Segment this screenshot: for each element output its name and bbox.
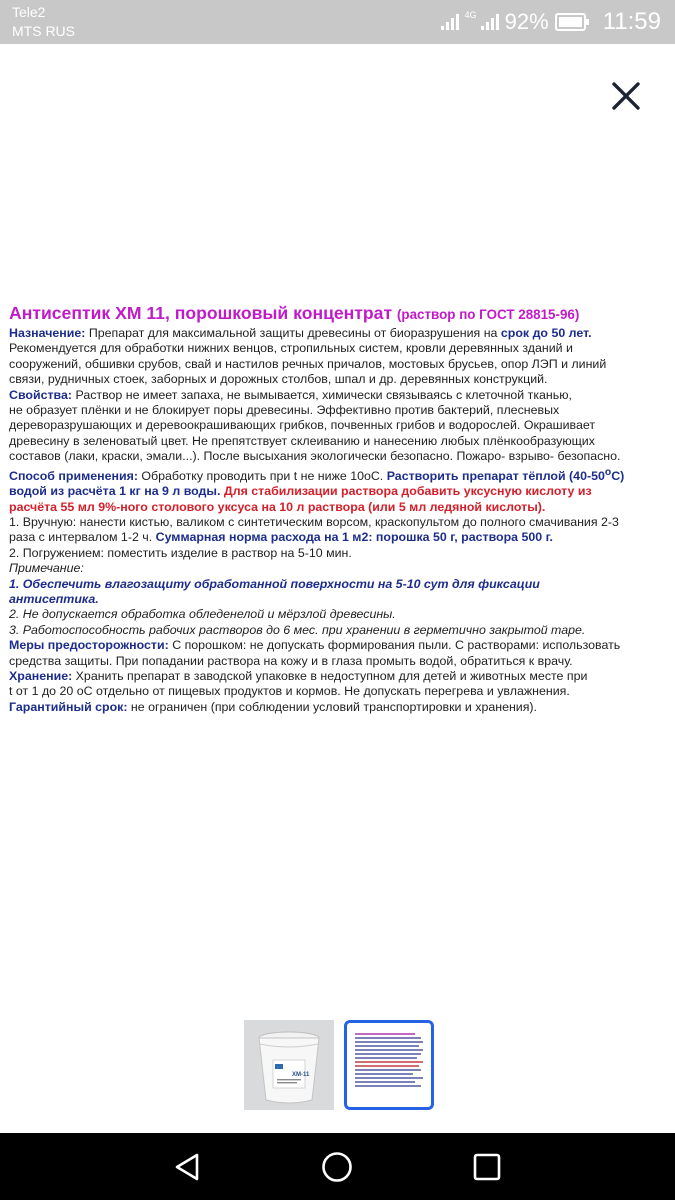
- product-bucket-image: [244, 1020, 334, 1110]
- method-line-2: [9, 484, 665, 499]
- product-image-instruction-sheet: [0, 295, 675, 715]
- battery-percent: 92%: [504, 9, 549, 34]
- instruction-document: [9, 303, 665, 715]
- method-bold-sup: о: [604, 466, 612, 478]
- method-line-3: расчёта 55 мл 9%-ного столового уксуса на 10 л раствора (или 5 мл ледяной кислоты).: [9, 499, 546, 514]
- warranty-line: [9, 700, 665, 715]
- properties-line-3: дереворазрушающих и деревоокрашивающих грибков, почвенных грибов и водорослей. Окрашивает: [9, 418, 596, 433]
- navigation-bar: [0, 1133, 675, 1200]
- thumbnail-product-bucket[interactable]: [244, 1020, 334, 1110]
- storage-label: Хранение:: [9, 669, 73, 684]
- storage-line: [9, 669, 665, 684]
- thumbnail-strip: [244, 1020, 434, 1110]
- properties-line-2: не образует плёнки и не блокирует поры древесины. Эффективно против бактерий, плесневых: [9, 403, 560, 418]
- precautions-first: С порошком: не допускать формирования пыли. С растворами: использовать: [168, 638, 621, 653]
- step-1-line-1: 1. Вручную: нанести кистью, валиком с синтетическим ворсом, краскопультом до полного смачивания 2-3: [9, 515, 619, 529]
- back-icon: [170, 1150, 204, 1184]
- step-1-text: раза с интервалом 1-2 ч.: [9, 530, 156, 545]
- carrier-1: Tele2: [12, 4, 46, 20]
- close-button[interactable]: [604, 74, 648, 118]
- title-gost: (раствор по ГОСТ 28815-96): [396, 307, 580, 322]
- purpose-line: [9, 326, 665, 341]
- precautions-label: Меры предосторожности:: [9, 638, 169, 653]
- method-bold-1: Растворить препарат тёплой (40-50: [386, 468, 605, 483]
- purpose-line-2: Рекомендуется для обработки нижних венцов, стропильных систем, кровли деревянных зданий и: [9, 341, 573, 356]
- network-type-label: 4G: [464, 10, 477, 20]
- purpose-line-3: сооружений, обшивки срубов, свай и настилов речных причалов, мостовых брусьев, опор ЛЭП и линий: [9, 356, 607, 371]
- back-button[interactable]: [170, 1150, 204, 1184]
- properties-line-4: древесину в зеленоватый цвет. Не препятствует склеиванию и нанесению любых плёнкообразующих: [9, 433, 595, 448]
- storage-line-2: t от 1 до 20 оС отдельно от пищевых продуктов и кормов. Не допускать перегрева и увлажнения.: [9, 684, 570, 699]
- method-label: Способ применения:: [9, 468, 138, 483]
- note-1-line-2: антисептика.: [9, 592, 99, 607]
- precautions-line: [9, 638, 665, 653]
- purpose-text: Препарат для максимальной защиты древесины от биоразрушения на: [85, 326, 501, 340]
- title-text: Антисептик ХМ 11, порошковый концентрат: [9, 303, 393, 323]
- status-bar: [0, 0, 675, 44]
- precautions-line-2: средства защиты. При попадании раствора на кожу и в глаза промыть водой, обратиться к врачу.: [9, 653, 573, 668]
- recents-button[interactable]: [470, 1150, 504, 1184]
- storage-first: Хранить препарат в заводской упаковке в недоступном для детей и животных месте при: [72, 669, 588, 684]
- purpose-line-4: связи, рудничных стоек, заборных и дорожных столбов, шпал и др. деревянных конструкций.: [9, 372, 548, 387]
- step-1-line-2: [9, 530, 665, 545]
- properties-line: [9, 388, 665, 403]
- note-3-line: 3. Работоспособность рабочих растворов до 6 мес. при хранении в герметично закрытой таре.: [9, 622, 586, 637]
- home-icon: [320, 1150, 354, 1184]
- step-1-bold: Суммарная норма расхода на 1 м2: порошка 50 г, раствора 500 г.: [155, 530, 553, 545]
- recents-icon: [470, 1150, 504, 1184]
- instruction-sheet-image: [355, 1033, 423, 1089]
- carrier-2: MTS RUS: [12, 23, 75, 39]
- properties-label: Свойства:: [9, 387, 73, 402]
- home-button[interactable]: [320, 1150, 354, 1184]
- purpose-bold: срок до 50 лет.: [500, 326, 592, 340]
- step-2-line: 2. Погружением: поместить изделие в раствор на 5-10 мин.: [9, 545, 352, 560]
- battery-icon: [555, 13, 589, 31]
- method-line: [9, 465, 665, 485]
- properties-line-5: составов (лаки, краски, эмали...). После высыхания экологически безопасно. Пожаро- взрыво- безопасно.: [9, 449, 621, 464]
- method-line2-blue: водой из расчёта 1 кг на 9 л воды.: [9, 484, 221, 499]
- carrier-info: [12, 3, 75, 41]
- status-indicators: [441, 8, 661, 36]
- properties-first: Раствор не имеет запаха, не вымывается, химически связываясь с клеточной тканью,: [72, 387, 572, 402]
- note-1-line-1: 1. Обеспечить влагозащиту обработанной поверхности на 5-10 сут для фиксации: [9, 576, 540, 591]
- note-2-line: 2. Не допускается обработка обледенелой и мёрзлой древесины.: [9, 607, 396, 622]
- signal-icon-2: [481, 14, 499, 30]
- bucket-label: ХМ-11: [292, 1072, 310, 1078]
- method-bold-2: С): [611, 468, 625, 483]
- thumbnail-instruction-sheet[interactable]: [344, 1020, 434, 1110]
- document-title: [9, 303, 665, 325]
- clock: 11:59: [602, 8, 661, 35]
- signal-icon: [441, 14, 459, 30]
- note-label: Примечание:: [9, 561, 84, 576]
- method-text: Обработку проводить при t не ниже 10оС.: [137, 468, 387, 483]
- warranty-text: не ограничен (при соблюдении условий транспортировки и хранения).: [127, 699, 538, 714]
- purpose-label: Назначение:: [9, 326, 86, 340]
- method-line2-red: Для стабилизации раствора добавить уксусную кислоту из: [220, 484, 592, 499]
- warranty-label: Гарантийный срок:: [9, 699, 128, 714]
- close-icon: [604, 74, 648, 118]
